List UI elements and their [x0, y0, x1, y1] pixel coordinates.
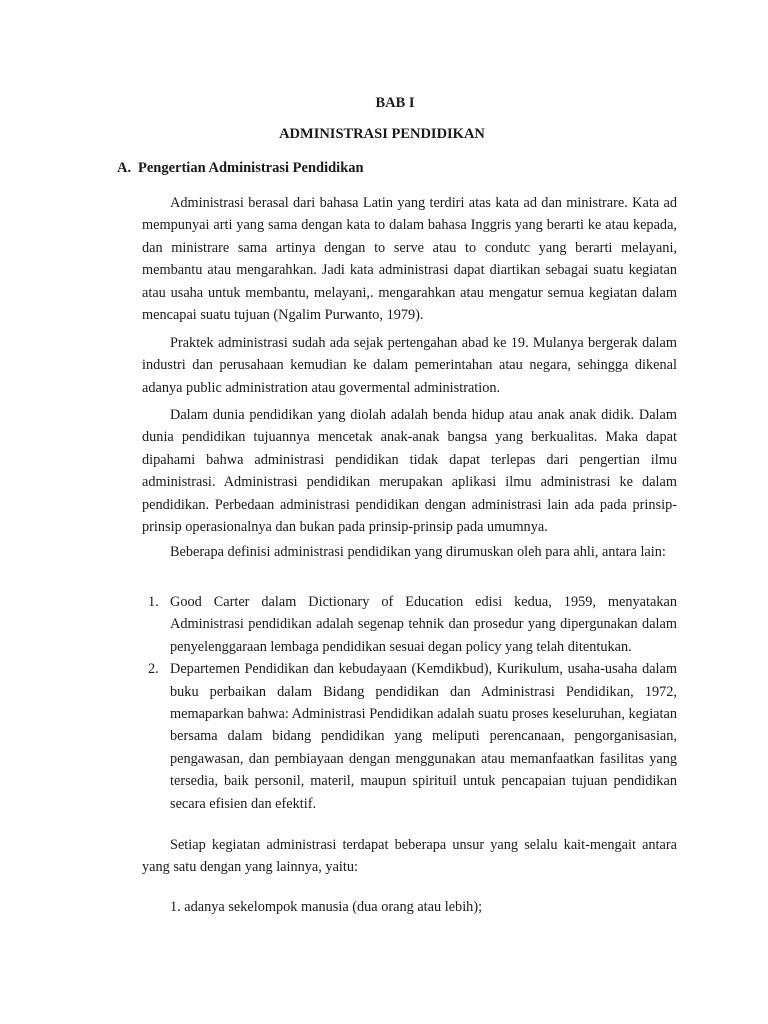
chapter-title: ADMINISTRASI PENDIDIKAN: [279, 126, 485, 142]
list-item-number: 1.: [148, 594, 159, 610]
paragraph-1: Administrasi berasal dari bahasa Latin yang terdiri atas kata ad dan ministrare. Kata ad mempunyai arti yang sama dengan kata to dalam bahasa Inggris yang berarti ke atau kepada, dan ministrare sama artinya dengan to serve atau to condutc yang berarti melayani, membantu atau mengarahkan. Jadi kata administrasi dapat diartikan sebagai suatu kegiatan atau usaha untuk membantu, melayani,. mengarahkan atau mengatur semua kegiatan dalam mencapai suatu tujuan (Ngalim Purwanto, 1979).: [142, 195, 677, 324]
list-item: [142, 658, 677, 815]
paragraph-3: Dalam dunia pendidikan yang diolah adalah benda hidup atau anak anak didik. Dalam dunia pendidikan tujuannya mencetak anak-anak bangsa yang berkualitas. Maka dapat dipahami bahwa administrasi pendidikan tidak dapat terlepas dari pengertian ilmu administrasi. Administrasi pendidikan merupakan aplikasi ilmu administrasi ke dalam pendidikan. Perbedaan administrasi pendidikan dengan administrasi lain ada pada prinsip-prinsip operasionalnya dan bukan pada prinsip-prinsip pada umumnya.: [142, 407, 677, 536]
definition-list: [142, 591, 677, 815]
section-title: Pengertian Administrasi Pendidikan: [138, 160, 364, 176]
list-item-number: 2.: [148, 661, 159, 678]
chapter-heading: BAB I: [375, 95, 415, 111]
list-item: [142, 896, 677, 918]
paragraph-2: Praktek administrasi sudah ada sejak pertengahan abad ke 19. Mulanya bergerak dalam industri dan perusahaan kemudian ke dalam pemerintahan atau negara, sehingga dikenal adanya public administration atau govermental administration.: [142, 335, 677, 396]
list-item-text: Departemen Pendidikan dan kebudayaan (Kemdikbud), Kurikulum, usaha-usaha dalam buku perbaikan dalam Bidang pendidikan dan Administrasi Pendidikan, 1972, memaparkan bahwa: Administrasi Pendidikan adalah suatu proses keseluruhan, kegiatan bersama dalam bidang pendidikan yang meliputi perencanaan, pengorganisasian, pengawasan, dan pembiayaan dengan menggunakan atau memanfaatkan fasilitas yang tersedia, baik personil, materil, maupun spirituil untuk pencapaian tujuan pendidikan secara efisien dan efektif.: [170, 661, 677, 812]
section-heading: [117, 158, 364, 178]
section-letter: A.: [117, 160, 132, 176]
paragraph-4: Beberapa definisi administrasi pendidikan yang dirumuskan oleh para ahli, antara lain:: [170, 544, 666, 560]
list-item-text: Good Carter dalam Dictionary of Education edisi kedua, 1959, menyatakan Administrasi pendidikan adalah segenap tehnik dan prosedur yang dipergunakan dalam penyelenggaraan lembaga pendidikan sesuai degan policy yang telah ditentukan.: [170, 594, 677, 655]
closing-paragraph: Setiap kegiatan administrasi terdapat beberapa unsur yang selalu kait-mengait antara yang satu dengan yang lainnya, yaitu:: [142, 837, 677, 876]
list-item: [142, 591, 677, 658]
list-item-text: 1. adanya sekelompok manusia (dua orang atau lebih);: [170, 899, 483, 915]
element-list: [142, 896, 677, 918]
